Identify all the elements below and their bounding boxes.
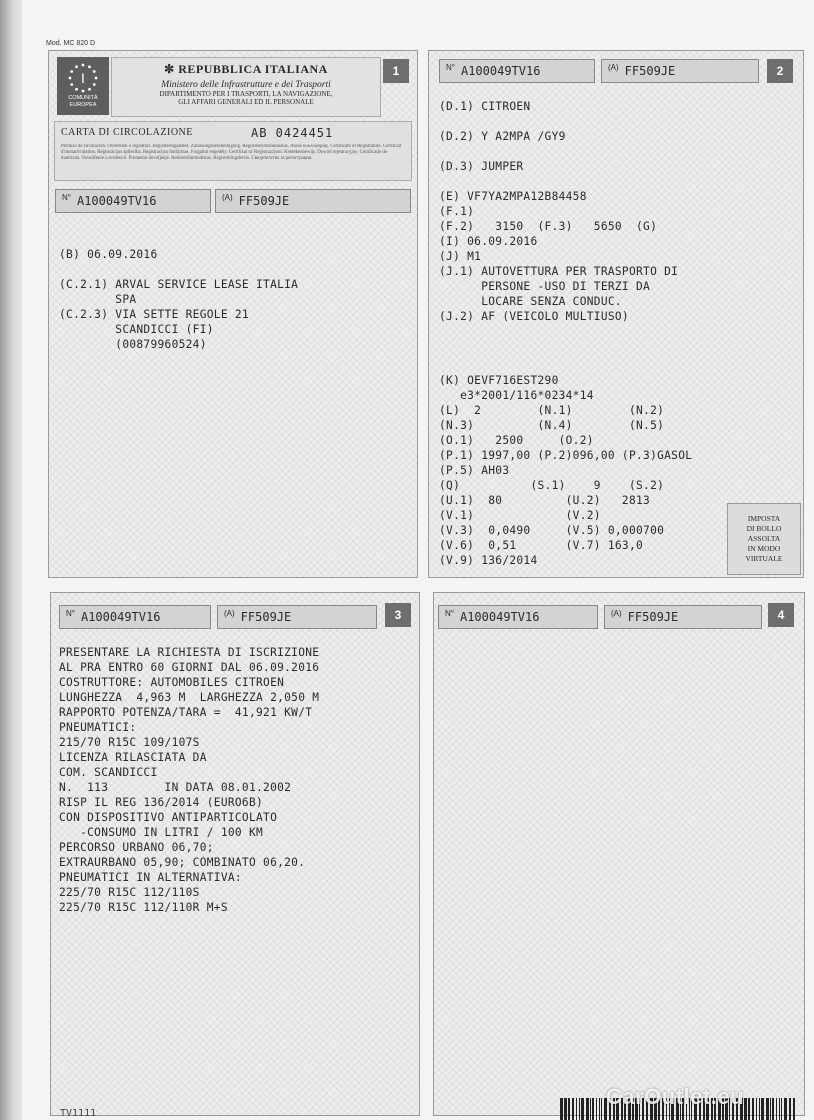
vehicle-field-line: (D.3) JUMPER bbox=[439, 160, 524, 173]
note-line: CON DISPOSITIVO ANTIPARTICOLATO bbox=[59, 811, 278, 824]
note-line: -CONSUMO IN LITRI / 100 KM bbox=[59, 826, 264, 839]
barcode-bar bbox=[761, 1098, 764, 1120]
eu-star bbox=[75, 88, 78, 91]
barcode-bar bbox=[586, 1098, 589, 1120]
barcode-bar bbox=[581, 1098, 584, 1120]
vehicle-field-line: (D.1) CITROEN bbox=[439, 100, 531, 113]
note-line: PERCORSO URBANO 06,70; bbox=[59, 841, 214, 854]
barcode-bar bbox=[596, 1098, 597, 1120]
plate-label: (A) bbox=[608, 62, 619, 72]
owner-fields bbox=[59, 247, 298, 352]
multilingual-fine-print: Permiso de circulación. Osvědčení o registraci. Registreringsattest. Zulassungsbescheinigung. Registreerimistunnistus. Άδεια κυκλοφορίας. Certificate of Registration. Certificat d'immatriculation. Reģistrācijas apliecība. Registracijos liudijimas. Forgalmi engedély. Certifikat ta' Reġistrazzjoni. Kentekenbewijs. Dowód rejestracyjny. Certificado de matrícula. Osvedčenie o evidencii. Prometno dovoljenje. Rekisteröintitodistus. Registreringsbevis. Свидетелство за регистрация. bbox=[61, 144, 402, 162]
barcode-bar bbox=[564, 1098, 567, 1120]
eu-label: COMUNITÀ EUROPEA bbox=[68, 95, 98, 108]
eu-star bbox=[88, 65, 91, 68]
note-line: N. 113 IN DATA 08.01.2002 bbox=[59, 781, 292, 794]
republic-header bbox=[111, 57, 381, 117]
barcode-bar bbox=[772, 1098, 774, 1120]
plate-number: FF509JE bbox=[624, 64, 676, 78]
note-line: 225/70 R15C 112/110R M+S bbox=[59, 901, 228, 914]
vehicle-field-line: (J) M1 bbox=[439, 250, 482, 263]
vehicle-field-line: e3*2001/116*0234*14 bbox=[439, 389, 594, 402]
document-number: AB 0424451 bbox=[251, 126, 334, 140]
barcode-bar bbox=[560, 1098, 563, 1120]
owner-field-line: (B) 06.09.2016 bbox=[59, 248, 158, 261]
vehicle-field-line: (V.9) 136/2014 bbox=[439, 554, 538, 567]
note-line: LUNGHEZZA 4,963 M LARGHEZZA 2,050 M bbox=[59, 691, 320, 704]
vehicle-field-line bbox=[439, 144, 678, 159]
eu-stars-icon bbox=[66, 61, 100, 95]
emblem-icon: ✼ bbox=[164, 62, 179, 76]
vehicle-field-line: PERSONE -USO DI TERZI DA bbox=[439, 280, 651, 293]
panel-number: 1 bbox=[383, 59, 409, 83]
vehicle-field-line: (F.2) 3150 (F.3) 5650 (G) bbox=[439, 220, 658, 233]
id-label: N° bbox=[445, 608, 454, 618]
note-line: COSTRUTTORE: AUTOMOBILES CITROEN bbox=[59, 676, 285, 689]
vehicle-field-line: LOCARE SENZA CONDUC. bbox=[439, 295, 622, 308]
barcode-bar bbox=[793, 1098, 795, 1120]
vehicle-field-line: (J.1) AUTOVETTURA PER TRASPORTO DI bbox=[439, 265, 679, 278]
watermark-logo: CarOutlet.eu bbox=[606, 1084, 745, 1109]
stamp-line: IMPOSTA bbox=[747, 514, 781, 523]
vehicle-field-line: (I) 06.09.2016 bbox=[439, 235, 538, 248]
department-line-2: GLI AFFARI GENERALI ED IL PERSONALE bbox=[178, 98, 314, 106]
registration-card-header bbox=[54, 121, 412, 181]
plate-number: FF509JE bbox=[627, 610, 679, 624]
note-line: 225/70 R15C 112/110S bbox=[59, 886, 200, 899]
vehicle-field-line: (N.3) (N.4) (N.5) bbox=[439, 419, 665, 432]
panel-4 bbox=[433, 592, 805, 1116]
eu-flag-icon bbox=[57, 57, 109, 115]
plate-number: FF509JE bbox=[240, 610, 292, 624]
owner-field-line: (C.2.3) VIA SETTE REGOLE 21 bbox=[59, 308, 249, 321]
barcode-bar bbox=[781, 1098, 782, 1120]
vehicle-field-line bbox=[439, 114, 678, 129]
form-code: Mod. MC 820 D bbox=[46, 40, 96, 47]
barcode-bar bbox=[776, 1098, 777, 1120]
vehicle-field-line: (Q) (S.1) 9 (S.2) bbox=[439, 479, 665, 492]
barcode-bar bbox=[779, 1098, 780, 1120]
scan-edge-shadow bbox=[0, 0, 22, 1120]
registration-id-box bbox=[438, 605, 598, 629]
department-line-1: DIPARTIMENTO PER I TRASPORTI, LA NAVIGAZIONE, bbox=[159, 90, 333, 98]
vehicle-field-line: (J.2) AF (VEICOLO MULTIUSO) bbox=[439, 310, 629, 323]
barcode-bar bbox=[789, 1098, 791, 1120]
barcode-bar bbox=[576, 1098, 577, 1120]
note-line: EXTRAURBANO 05,90; COMBINATO 06,20. bbox=[59, 856, 306, 869]
stamp-line: DI BOLLO bbox=[746, 524, 782, 533]
footer-code: TV1111 bbox=[60, 1108, 97, 1119]
eu-star bbox=[69, 77, 72, 80]
registration-id: A100049TV16 bbox=[80, 610, 161, 624]
plate-number: FF509JE bbox=[238, 194, 290, 208]
barcode-bar bbox=[601, 1098, 602, 1120]
vehicle-field-line: (O.1) 2500 (O.2) bbox=[439, 434, 594, 447]
plate-box bbox=[217, 605, 377, 629]
owner-field-line: SPA bbox=[59, 293, 137, 306]
eu-star bbox=[70, 83, 73, 86]
tax-stamp bbox=[727, 503, 801, 575]
stamp-line: ASSOLTA bbox=[747, 534, 781, 543]
note-line: PNEUMATICI: bbox=[59, 721, 137, 734]
eu-star bbox=[75, 65, 78, 68]
panel-number: 3 bbox=[385, 603, 411, 627]
barcode-bar bbox=[568, 1098, 570, 1120]
plate-label: (A) bbox=[222, 192, 233, 202]
panel-number: 2 bbox=[767, 59, 793, 83]
plate-box bbox=[601, 59, 759, 83]
note-line: PRESENTARE LA RICHIESTA DI ISCRIZIONE bbox=[59, 646, 320, 659]
vehicle-field-line: (V.1) (V.2) bbox=[439, 509, 601, 522]
note-line: AL PRA ENTRO 60 GIORNI DAL 06.09.2016 bbox=[59, 661, 320, 674]
barcode-bar bbox=[752, 1098, 754, 1120]
vehicle-field-line: (K) OEVF716EST290 bbox=[439, 374, 559, 387]
vehicle-field-line: (P.5) AH03 bbox=[439, 464, 510, 477]
eu-star bbox=[93, 83, 96, 86]
plate-label: (A) bbox=[611, 608, 622, 618]
stamp-line: IN MODO bbox=[747, 544, 781, 553]
id-label: N° bbox=[446, 62, 455, 72]
registration-id-box bbox=[59, 605, 211, 629]
registration-id-box bbox=[55, 189, 211, 213]
barcode-bar bbox=[592, 1098, 594, 1120]
owner-field-line: SCANDICCI (FI) bbox=[59, 323, 214, 336]
vehicle-fields-top bbox=[439, 99, 678, 324]
stamp-line: VIRTUALE bbox=[745, 554, 783, 563]
registration-id-box bbox=[439, 59, 595, 83]
registration-id: A100049TV16 bbox=[76, 194, 157, 208]
vehicle-field-line: (D.2) Y A2MPA /GY9 bbox=[439, 130, 566, 143]
note-line: COM. SCANDICCI bbox=[59, 766, 158, 779]
note-line: 215/70 R15C 109/107S bbox=[59, 736, 200, 749]
id-label: N° bbox=[62, 192, 71, 202]
ministry-name: Ministero delle Infrastrutture e dei Trasporti bbox=[161, 80, 331, 90]
plate-box bbox=[604, 605, 762, 629]
eu-star bbox=[93, 70, 96, 73]
barcode-bar bbox=[766, 1098, 769, 1120]
barcode-bar bbox=[759, 1098, 760, 1120]
panel-3 bbox=[50, 592, 420, 1116]
vehicle-field-line: (F.1) bbox=[439, 205, 475, 218]
registration-id: A100049TV16 bbox=[459, 610, 540, 624]
vehicle-field-line: (P.1) 1997,00 (P.2)096,00 (P.3)GASOL bbox=[439, 449, 693, 462]
note-line: RISP IL REG 136/2014 (EURO6B) bbox=[59, 796, 264, 809]
barcode-bar bbox=[572, 1098, 574, 1120]
vehicle-field-line: (L) 2 (N.1) (N.2) bbox=[439, 404, 665, 417]
vehicle-field-line: (E) VF7YA2MPA12B84458 bbox=[439, 190, 587, 203]
eu-star bbox=[82, 90, 85, 93]
panel-1 bbox=[48, 50, 418, 578]
owner-field-line: (00879960524) bbox=[59, 338, 207, 351]
vehicle-field-line: (U.1) 80 (U.2) 2813 bbox=[439, 494, 651, 507]
panel-2 bbox=[428, 50, 804, 578]
barcode-bar bbox=[756, 1098, 757, 1120]
id-label: N° bbox=[66, 608, 75, 618]
notes-fields bbox=[59, 645, 319, 915]
vehicle-field-line: (V.3) 0,0490 (V.5) 0,000700 bbox=[439, 524, 665, 537]
eu-star bbox=[82, 64, 85, 67]
vehicle-fields-bottom bbox=[439, 373, 692, 568]
owner-field-line bbox=[59, 262, 298, 277]
owner-field-line: (C.2.1) ARVAL SERVICE LEASE ITALIA bbox=[59, 278, 299, 291]
panel-number: 4 bbox=[768, 603, 794, 627]
barcode-bar bbox=[748, 1098, 750, 1120]
barcode-bar bbox=[744, 1098, 747, 1120]
note-line: PNEUMATICI IN ALTERNATIVA: bbox=[59, 871, 242, 884]
plate-box bbox=[215, 189, 411, 213]
vehicle-field-line bbox=[439, 174, 678, 189]
country-letter: I bbox=[81, 70, 85, 86]
eu-star bbox=[95, 77, 98, 80]
barcode-bar bbox=[770, 1098, 771, 1120]
vehicle-field-line: (V.6) 0,51 (V.7) 163,0 bbox=[439, 539, 644, 552]
registration-id: A100049TV16 bbox=[460, 64, 541, 78]
barcode-bar bbox=[784, 1098, 787, 1120]
barcode-bar bbox=[590, 1098, 591, 1120]
republic-title: ✼ REPUBBLICA ITALIANA bbox=[164, 62, 328, 76]
barcode-bar bbox=[579, 1098, 580, 1120]
document-title: CARTA DI CIRCOLAZIONE bbox=[61, 127, 193, 138]
note-line: LICENZA RILASCIATA DA bbox=[59, 751, 207, 764]
plate-label: (A) bbox=[224, 608, 235, 618]
eu-star bbox=[88, 88, 91, 91]
note-line: RAPPORTO POTENZA/TARA = 41,921 KW/T bbox=[59, 706, 313, 719]
eu-star bbox=[70, 70, 73, 73]
barcode-bar bbox=[599, 1098, 600, 1120]
